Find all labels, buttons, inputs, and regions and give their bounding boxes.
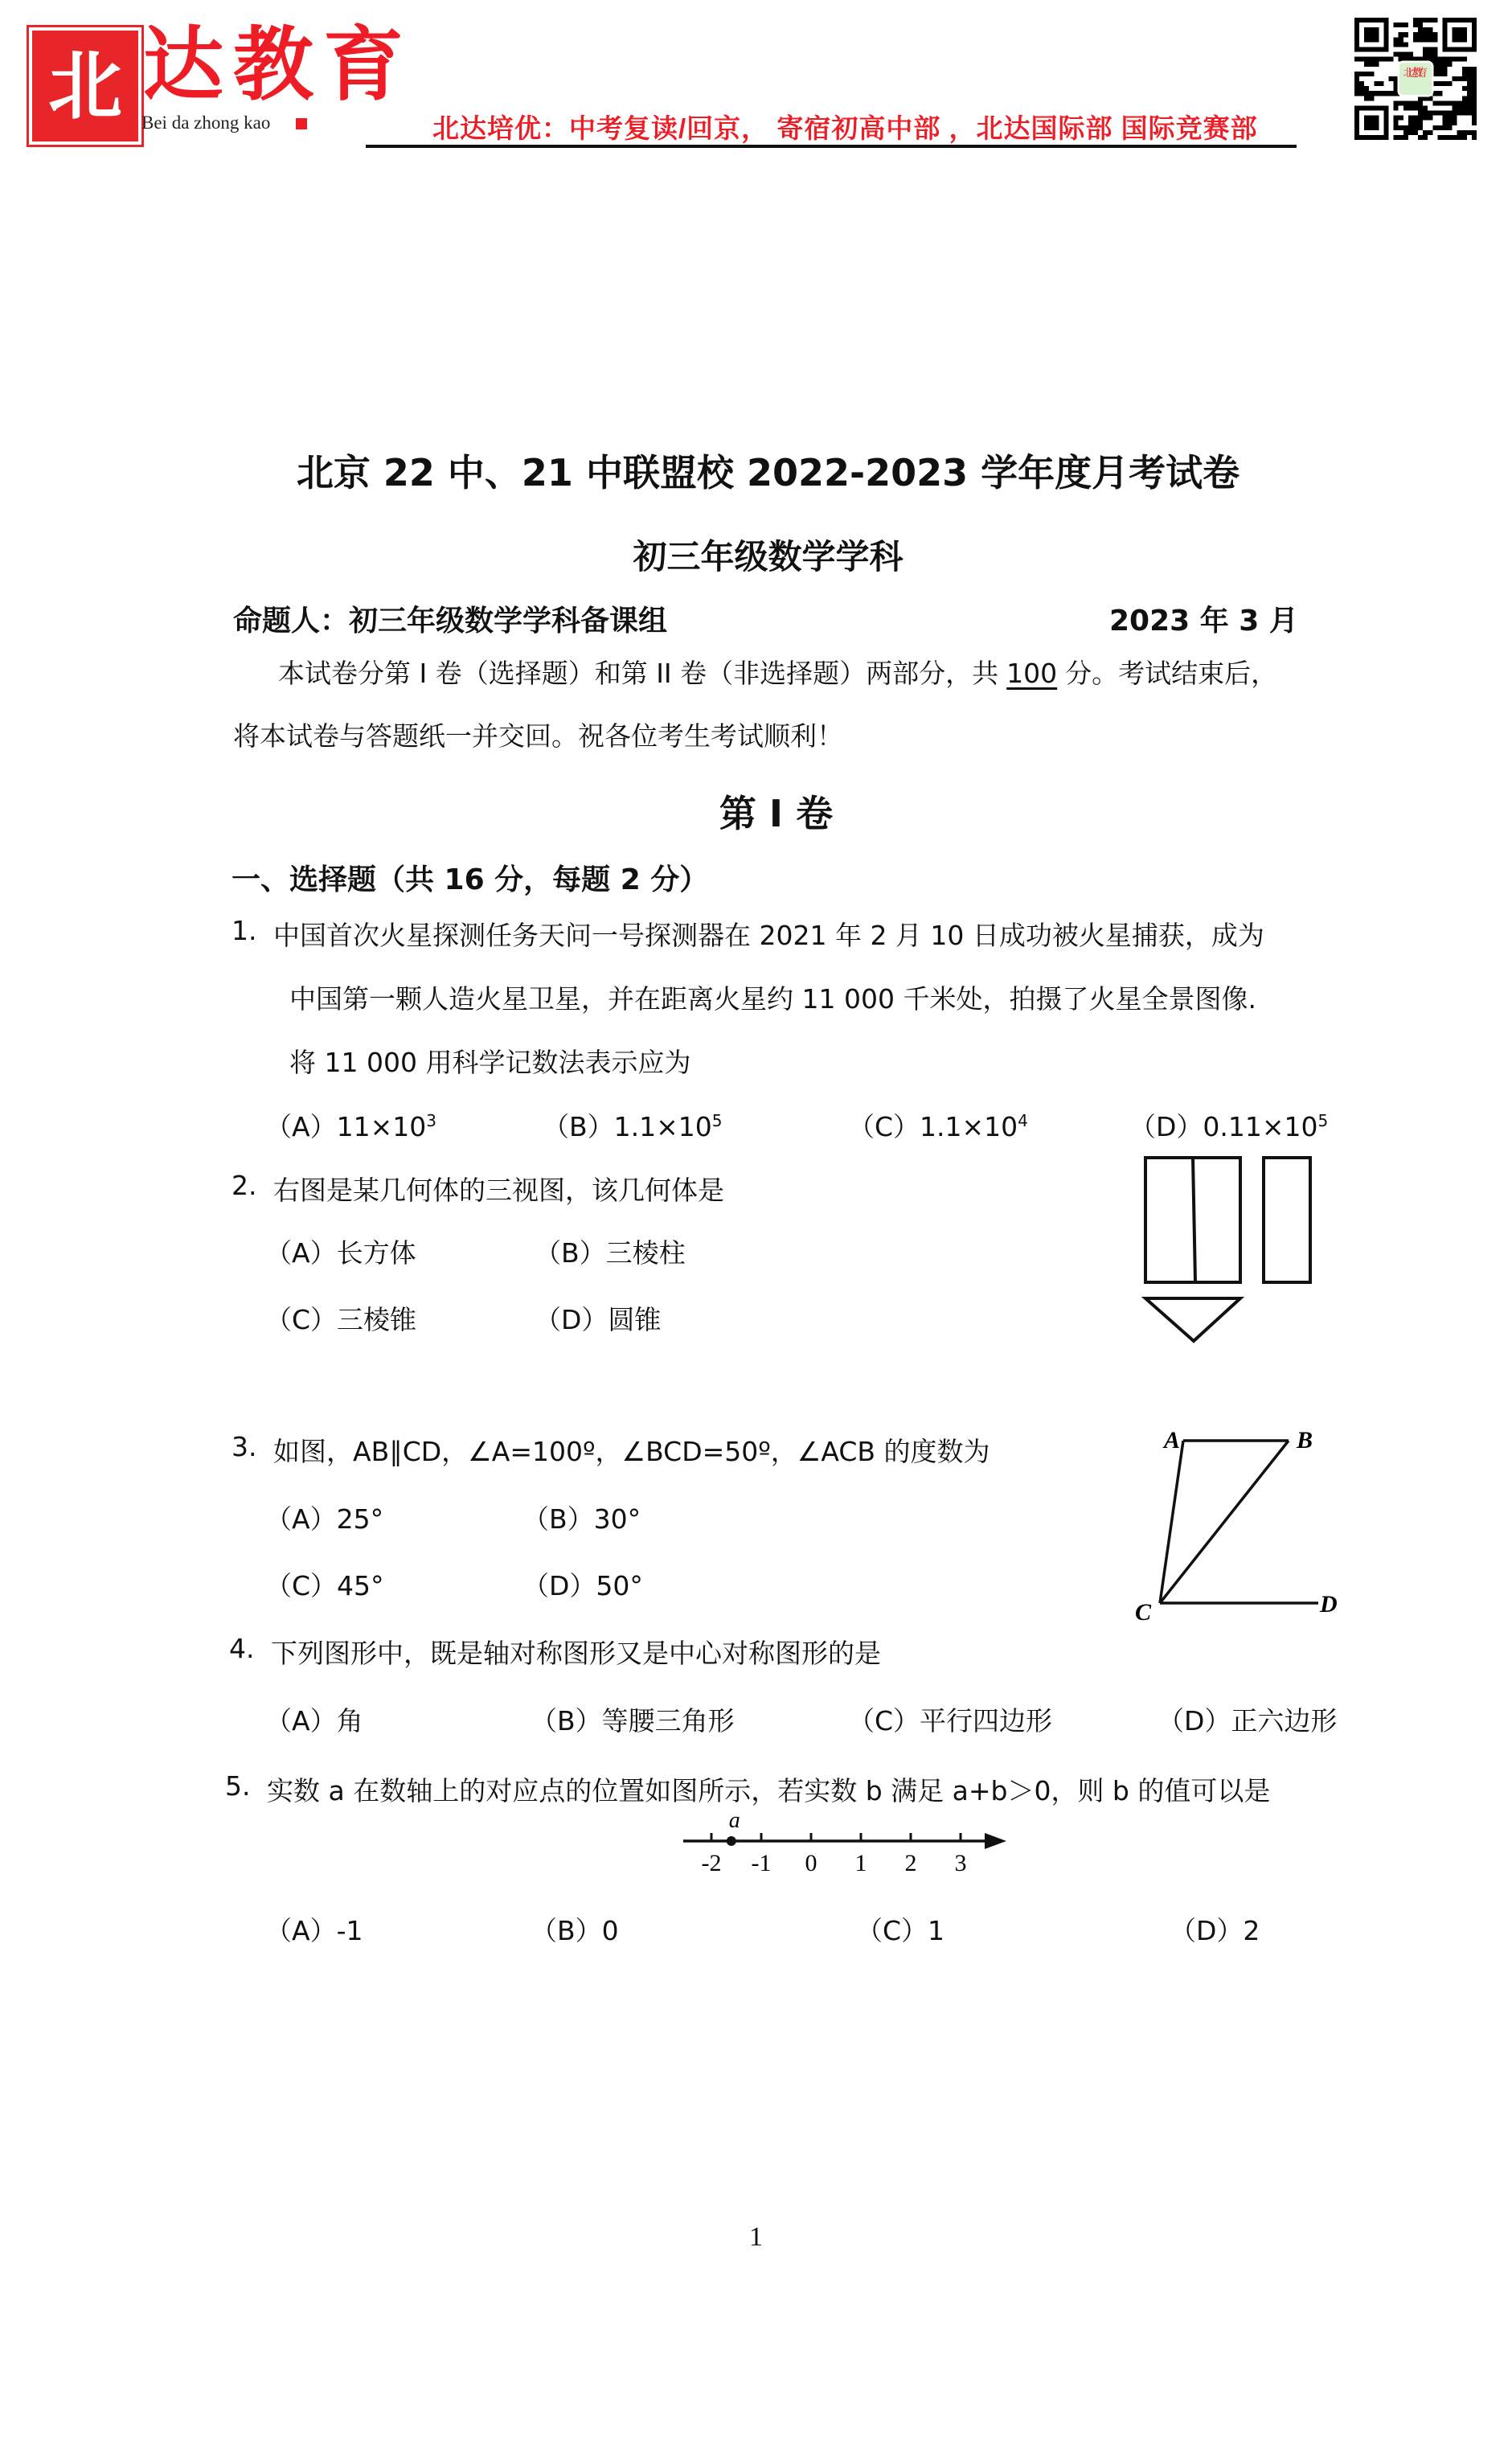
number-line-arrow-icon [985, 1833, 1006, 1849]
logo-subtitle: Bei da zhong kao [141, 113, 271, 133]
label-d: D [1320, 1591, 1338, 1618]
question-5-option-b[interactable]: （B）0 [531, 1915, 619, 1946]
question-1-line-2: 中国第一颗人造火星卫星，并在距离火星约 11 000 千米处，拍摄了火星全景图像. [289, 983, 1256, 1015]
question-4-option-a[interactable]: （A）角 [265, 1705, 363, 1737]
question-3-option-a[interactable]: （A）25° [265, 1503, 384, 1535]
question-2-number: 2. [232, 1170, 257, 1201]
header-rule [366, 145, 1297, 148]
top-view [1145, 1298, 1240, 1341]
logo-seal [32, 31, 138, 141]
front-view-divider [1193, 1158, 1195, 1282]
three-view-figure [1129, 1150, 1322, 1351]
logo-seal-char: 北 [47, 43, 122, 129]
section-heading: 一、选择题（共 16 分，每题 2 分） [232, 863, 709, 896]
question-5-option-a[interactable]: （A）-1 [265, 1915, 363, 1946]
question-4-option-c[interactable]: （C）平行四边形 [848, 1705, 1053, 1737]
volume-heading: 第 I 卷 [719, 792, 834, 835]
question-5-line-1: 实数 a 在数轴上的对应点的位置如图所示，若实数 b 满足 a+b＞0，则 b 的值可以是 [267, 1775, 1271, 1806]
intro-line-1 [278, 653, 1277, 691]
exam-subtitle: 初三年级数学学科 [633, 537, 904, 576]
parallel-lines-figure [1125, 1419, 1358, 1628]
question-1-option-c[interactable]: $(C)1.1\times 10^4$ [848, 1111, 1028, 1142]
intro-line-2: 将本试卷与答题纸一并交回。祝各位考生考试顺利！ [233, 720, 843, 752]
side-view [1264, 1158, 1310, 1282]
number-line-tick-label: 2 [904, 1850, 917, 1876]
question-3-option-b[interactable]: （B）30° [522, 1503, 641, 1535]
number-line-tick-label: -1 [751, 1850, 772, 1876]
question-5-option-c[interactable]: （C）1 [856, 1915, 945, 1946]
number-line-tick-label: 0 [805, 1850, 817, 1876]
question-2-option-d[interactable]: （D）圆锥 [535, 1304, 662, 1335]
question-2-option-c[interactable]: （C）三棱锥 [265, 1304, 417, 1335]
question-1-number: 1. [232, 915, 257, 946]
point-a-label: a [728, 1808, 740, 1833]
page-number: 1 [749, 2222, 763, 2252]
qr-code-icon [1354, 18, 1477, 140]
label-c: C [1135, 1599, 1152, 1626]
question-2-line-1: 右图是某几何体的三视图，该几何体是 [273, 1175, 724, 1206]
question-3-option-c[interactable]: （C）45° [265, 1570, 384, 1601]
point-a-marker [727, 1836, 736, 1846]
logo-square-icon [296, 118, 307, 129]
question-2-option-a[interactable]: （A）长方体 [265, 1237, 416, 1269]
question-4-line-1: 下列图形中，既是轴对称图形又是中心对称图形的是 [271, 1638, 881, 1669]
question-4-option-b[interactable]: （B）等腰三角形 [531, 1705, 735, 1737]
question-4-option-d[interactable]: （D）正六边形 [1158, 1705, 1338, 1737]
question-1-option-a[interactable]: $(A)11\times 10^3$ [265, 1111, 436, 1142]
question-3-line-1: 如图，AB∥CD，∠A=100º，∠BCD=50º，∠ACB 的度数为 [273, 1436, 990, 1467]
number-line-tick-label: -2 [701, 1850, 722, 1876]
exam-date: 2023 年 3 月 [1109, 605, 1298, 638]
intro-text-1: 本试卷分第 I 卷（选择题）和第 II 卷（非选择题）两部分，共 [278, 658, 999, 689]
number-line-figure [675, 1805, 1021, 1893]
question-4-number: 4. [229, 1633, 255, 1664]
number-line-tick-label: 3 [954, 1850, 967, 1876]
question-5-option-d[interactable]: （D）2 [1170, 1915, 1260, 1946]
number-line-tick-label: 1 [854, 1850, 867, 1876]
label-b: B [1297, 1427, 1313, 1454]
intro-text-2: 分。考试结束后， [1065, 658, 1278, 689]
question-2-option-b[interactable]: （B）三棱柱 [535, 1237, 686, 1269]
question-1-line-3: 将 11 000 用科学记数法表示应为 [289, 1047, 691, 1078]
header-slogan: 北达培优：中考复读/回京， 寄宿初高中部 ，北达国际部 国际竞赛部 [432, 113, 1258, 143]
author-line: 命题人：初三年级数学学科备课组 [233, 605, 668, 638]
question-5-number: 5. [225, 1770, 251, 1802]
question-3-number: 3. [232, 1431, 257, 1462]
qr-center-text: 北达教育 [1403, 67, 1428, 80]
question-1-option-b[interactable]: $(B)1.1\times 10^5$ [543, 1111, 723, 1142]
question-3-option-d[interactable]: （D）50° [522, 1570, 643, 1601]
label-a: A [1164, 1427, 1181, 1454]
exam-title: 北京 22 中、21 中联盟校 2022-2023 学年度月考试卷 [296, 451, 1240, 494]
question-1-option-d[interactable]: $(D)0.11\times 10^5$ [1129, 1111, 1329, 1142]
intro-score: 100 [1006, 658, 1058, 689]
question-1-line-1: 中国首次火星探测任务天问一号探测器在 2021 年 2 月 10 日成功被火星捕获，成为 [273, 920, 1264, 951]
logo-text: 达教育 [143, 17, 413, 112]
